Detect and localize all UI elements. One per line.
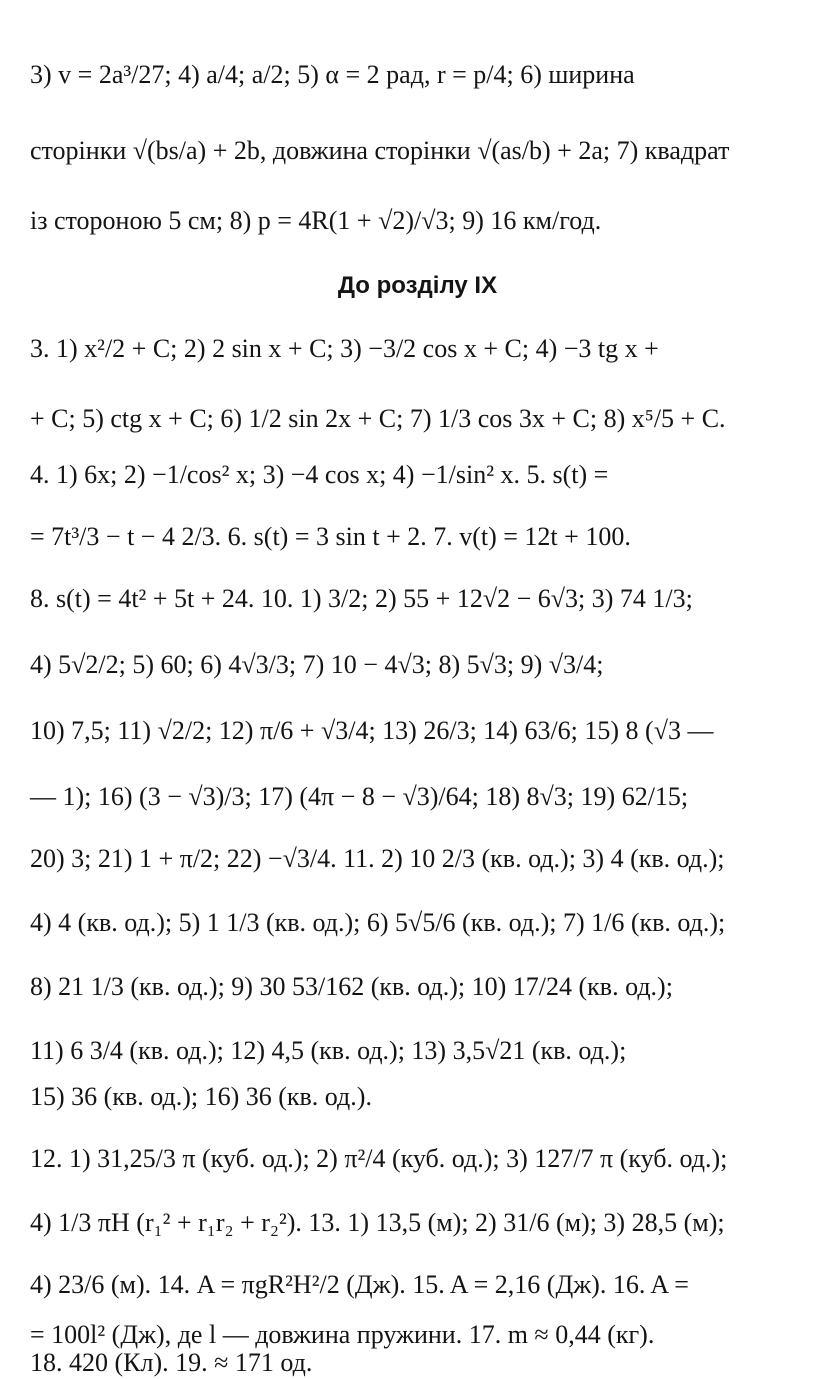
answer-line-5: + C; 5) ctg x + C; 6) 1/2 sin 2x + C; 7) 1/3 cos 3x + C; 8) x⁵/5 + C. — [30, 404, 726, 433]
answer-line-12: 20) 3; 21) 1 + π/2; 22) −√3/4. 11. 2) 10 2/3 (кв. од.); 3) 4 (кв. од.); — [30, 844, 725, 873]
answer-line-16: 15) 36 (кв. од.); 16) 36 (кв. од.). — [30, 1082, 372, 1111]
answer-line-8: 8. s(t) = 4t² + 5t + 24. 10. 1) 3/2; 2) 55 + 12√2 − 6√3; 3) 74 1/3; — [30, 584, 693, 613]
answer-line-3: із стороною 5 см; 8) p = 4R(1 + √2)/√3; 9) 16 км/год. — [30, 206, 602, 235]
answer-line-20: = 100l² (Дж), де l — довжина пружини. 17. m ≈ 0,44 (кг). — [30, 1320, 655, 1349]
answer-line-21: 18. 420 (Кл). 19. ≈ 171 од. — [30, 1348, 313, 1377]
answer-line-2: сторінки √(bs/a) + 2b, довжина сторінки √(as/b) + 2a; 7) квадрат — [30, 136, 730, 165]
answer-line-6: 4. 1) 6x; 2) −1/cos² x; 3) −4 cos x; 4) −1/sin² x. 5. s(t) = — [30, 460, 609, 489]
answer-line-1: 3) v = 2a³/27; 4) a/4; a/2; 5) α = 2 рад, r = p/4; 6) ширина — [30, 60, 635, 89]
answer-line-10: 10) 7,5; 11) √2/2; 12) π/6 + √3/4; 13) 26/3; 14) 63/6; 15) 8 (√3 — — [30, 716, 714, 745]
answer-line-15: 11) 6 3/4 (кв. од.); 12) 4,5 (кв. од.); 13) 3,5√21 (кв. од.); — [30, 1036, 627, 1065]
answer-line-9: 4) 5√2/2; 5) 60; 6) 4√3/3; 7) 10 − 4√3; 8) 5√3; 9) √3/4; — [30, 650, 604, 679]
section-heading: До розділу IX — [337, 272, 498, 299]
answer-line-4: 3. 1) x²/2 + C; 2) 2 sin x + C; 3) −3/2 cos x + C; 4) −3 tg x + — [30, 334, 659, 363]
answer-line-18: 4) 1/3 πH (r₁² + r₁r₂ + r₂²). 13. 1) 13,5 (м); 2) 31/6 (м); 3) 28,5 (м); — [30, 1208, 725, 1237]
answer-line-14: 8) 21 1/3 (кв. од.); 9) 30 53/162 (кв. од.); 10) 17/24 (кв. од.); — [30, 972, 673, 1001]
answer-line-7: = 7t³/3 − t − 4 2/3. 6. s(t) = 3 sin t + 2. 7. v(t) = 12t + 100. — [30, 522, 631, 551]
answer-line-19: 4) 23/6 (м). 14. A = πgR²H²/2 (Дж). 15. A = 2,16 (Дж). 16. A = — [30, 1270, 689, 1299]
answer-line-13: 4) 4 (кв. од.); 5) 1 1/3 (кв. од.); 6) 5√5/6 (кв. од.); 7) 1/6 (кв. од.); — [30, 908, 726, 937]
answer-line-17: 12. 1) 31,25/3 π (куб. од.); 2) π²/4 (куб. од.); 3) 127/7 π (куб. од.); — [30, 1144, 728, 1173]
answer-line-11: — 1); 16) (3 − √3)/3; 17) (4π − 8 − √3)/64; 18) 8√3; 19) 62/15; — [30, 782, 689, 811]
